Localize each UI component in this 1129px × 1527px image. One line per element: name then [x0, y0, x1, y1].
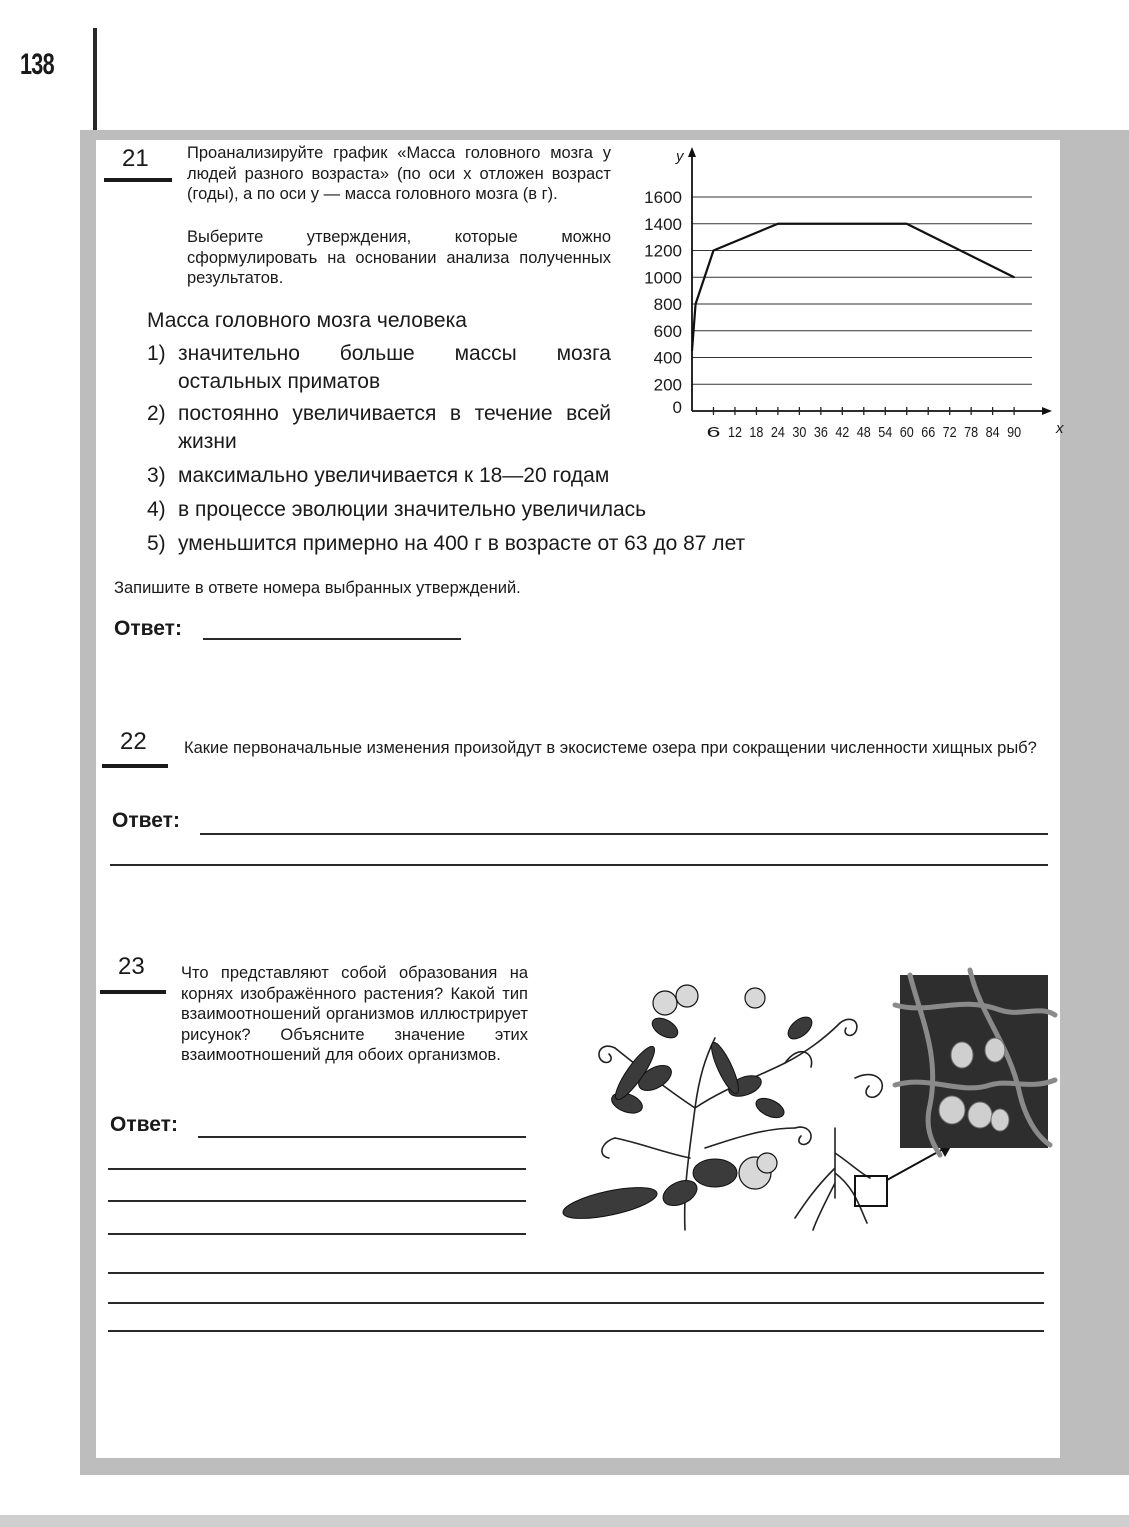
x-tick-label: 42 [835, 424, 850, 441]
y-tick-label: 200 [653, 375, 682, 395]
x-tick-label: 48 [856, 424, 871, 441]
task-22-question: Какие первоначальные изменения произойдут в экосистеме озера при сокращении численности хищных рыб? [184, 739, 1037, 757]
page-number: 138 [20, 48, 54, 81]
task-21-bar [104, 178, 172, 182]
option-2 [147, 400, 611, 456]
x-tick-label: 36 [813, 424, 828, 441]
task-21-number: 21 [122, 145, 149, 172]
option-text: максимально увеличивается к 18—20 годам [178, 464, 610, 487]
x-tick-label: 12 [727, 424, 742, 441]
y-tick-label: 1600 [644, 188, 682, 207]
x-tick-label: 30 [792, 424, 807, 441]
task-23-answer-label: Ответ: [110, 1113, 178, 1136]
task-21-intro: Проанализируйте график «Масса головного мозга у людей разного возраста» (по оси x отложен возраст (годы), а по оси y — масса головного мозга (в г). [187, 144, 611, 204]
option-3 [147, 462, 847, 490]
task-21-write-answer: Запишите в ответе номера выбранных утверждений. [114, 579, 521, 597]
x-tick-label: 60 [899, 424, 914, 441]
series-point [1013, 276, 1015, 278]
task-23-answer-line-4[interactable] [108, 1233, 526, 1235]
task-21-answer-label: Ответ: [114, 617, 182, 640]
x-tick-label: 18 [749, 424, 764, 441]
option-text: уменьшится примерно на 400 г в возрасте от 63 до 87 лет [178, 532, 746, 555]
option-number: 3) [147, 464, 166, 487]
x-tick-label: 24 [770, 424, 785, 441]
task-23-answer-line-6[interactable] [108, 1302, 1044, 1304]
task-22-bar [102, 764, 168, 768]
option-5 [147, 530, 907, 558]
option-text: в процессе эволюции значительно увеличилась [178, 498, 647, 521]
option-number: 4) [147, 498, 166, 521]
page-number-rule [93, 28, 97, 130]
y-tick-label: 1200 [644, 241, 682, 261]
y-tick-label: 0 [672, 398, 682, 417]
y-tick-label: 600 [653, 321, 682, 341]
task-22-number: 22 [120, 728, 147, 755]
task-21-stem: Масса головного мозга человека [147, 309, 467, 332]
task-23-answer-line-7[interactable] [108, 1330, 1044, 1332]
x-tick-label: 78 [964, 424, 979, 441]
root-nodules-photo [900, 975, 1048, 1148]
series-point [777, 223, 779, 225]
x-tick-label: 6 [706, 424, 721, 441]
brain-mass-chart [630, 145, 1064, 445]
task-22-answer-line-2[interactable] [110, 864, 1048, 866]
y-tick-label: 1000 [644, 268, 682, 288]
task-23-question: Что представляют собой образования на корнях изображённого растения? Какой тип взаимоотношений организмов иллюстрирует рисунок? Объясните значение этих взаимоотношений для обоих организмов. [181, 964, 528, 1065]
task-23-number: 23 [118, 953, 145, 980]
x-tick-label: 66 [921, 424, 936, 441]
task-22-answer-line-1[interactable] [200, 833, 1048, 835]
y-tick-label: 400 [653, 348, 682, 368]
option-text: значительно больше массы мозга остальных приматов [178, 342, 611, 393]
y-tick-label: 800 [653, 295, 682, 314]
option-4 [147, 496, 847, 524]
series-line [692, 224, 1014, 351]
option-1 [147, 340, 611, 396]
x-axis-label: x [1056, 420, 1064, 437]
option-number: 5) [147, 532, 166, 555]
y-axis-arrow [688, 147, 696, 157]
y-tick-label: 1400 [644, 214, 682, 234]
option-text: постоянно увеличивается в течение всей жизни [178, 402, 611, 453]
series-point [695, 303, 697, 305]
x-tick-label: 54 [878, 424, 893, 441]
task-21-answer-line[interactable] [203, 638, 461, 640]
task-23-answer-line-1[interactable] [198, 1136, 526, 1138]
option-number: 1) [147, 342, 166, 365]
series-point [906, 223, 908, 225]
task-23-answer-line-5[interactable] [108, 1272, 1044, 1274]
x-tick-label: 84 [985, 424, 1000, 441]
x-tick-label: 90 [1007, 424, 1022, 441]
bottom-strip [0, 1515, 1129, 1527]
y-axis-label: y [676, 148, 684, 165]
series-point [713, 250, 715, 252]
series-point [691, 350, 693, 352]
x-tick-label: 72 [942, 424, 957, 441]
task-22-answer-label: Ответ: [112, 809, 180, 832]
option-number: 2) [147, 402, 166, 425]
task-23-answer-line-2[interactable] [108, 1168, 526, 1170]
task-23-bar [100, 990, 166, 994]
task-23-answer-line-3[interactable] [108, 1200, 526, 1202]
task-21-instruction: Выберите утверждения, которые можно сформулировать на основании анализа полученных результатов. [187, 228, 611, 288]
